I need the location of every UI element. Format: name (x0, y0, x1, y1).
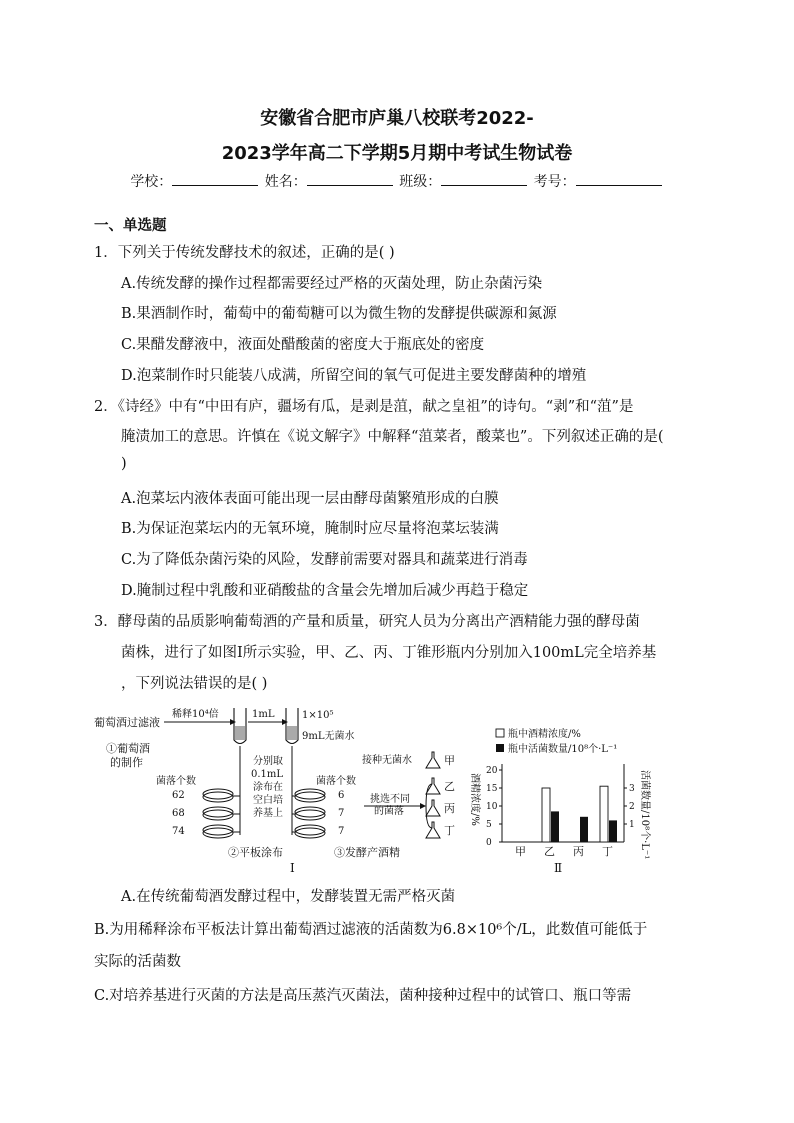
q3-stem-1: 3．酵母菌的品质影响葡萄酒的产量和质量，研究人员为分离出产酒精能力强的酵母菌 (94, 614, 640, 630)
exam-no-blank[interactable] (576, 173, 662, 186)
fig-spread-1: 分别取 (253, 756, 283, 767)
q2-option-a: A.泡菜坛内液体表面可能出现一层由酵母菌繁殖形成的白膜 (121, 491, 499, 507)
y-left-tick-4: 0 (486, 838, 492, 848)
x-tick-1: 乙 (544, 845, 555, 858)
q2-option-b: B.为保证泡菜坛内的无氧环境，腌制时应尽量将泡菜坛装满 (121, 521, 499, 537)
fig-spread-3: 涂布在 (253, 782, 283, 793)
legend-label-2: 瓶中活菌数量/10⁸个·L⁻¹ (508, 744, 618, 755)
school-label: 学校： (130, 174, 173, 190)
x-tick-3: 丁 (602, 845, 613, 858)
q3-option-b-2: 实际的活菌数 (94, 954, 181, 970)
q1-option-c: C.果醋发酵液中，液面处醋酸菌的密度大于瓶底处的密度 (121, 337, 485, 353)
q3-option-c: C.对培养基进行灭菌的方法是高压蒸汽灭菌法，菌种接种过程中的试管口、瓶口等需 (94, 988, 632, 1004)
q1-option-d: D.泡菜制作时只能装八成满，所留空间的氧气可促进主要发酵菌种的增殖 (121, 368, 587, 384)
q3-option-a: A.在传统葡萄酒发酵过程中，发酵装置无需严格灭菌 (121, 889, 456, 905)
fig-colonies-right-label: 菌落个数 (316, 776, 356, 787)
q2-option-c: C.为了降低杂菌污染的风险，发酵前需要对器具和蔬菜进行消毒 (121, 552, 528, 568)
name-label: 姓名： (264, 174, 307, 190)
q3-stem-3: ，下列说法错误的是( ) (121, 676, 268, 692)
fig-1ml-label: 1mL (252, 709, 275, 720)
count-right-3: 7 (338, 826, 345, 837)
bar-alcohol-1 (542, 788, 550, 842)
exam-no-label: 考号： (533, 174, 576, 190)
x-tick-2: 丙 (573, 845, 584, 858)
bar-cells-2 (580, 817, 588, 842)
fig-inoculate-label: 接种无菌水 (362, 755, 412, 766)
title-line-2: 2023学年高二下学期5月期中考试生物试卷 (221, 143, 573, 164)
y-right-tick-1: 2 (629, 802, 635, 812)
y-left-tick-3: 5 (486, 820, 492, 830)
experiment-figure (94, 700, 654, 875)
legend-swatch-1 (496, 729, 504, 737)
fig-spread-5: 养基上 (253, 808, 283, 819)
bar-cells-1 (551, 811, 559, 842)
fig1-roman: Ⅰ (290, 861, 295, 875)
fig-1e5-label: 1×10⁵ (302, 710, 334, 721)
bar-chart (469, 727, 652, 875)
section-title: 一、单选题 (94, 218, 167, 234)
y-axis-label-left: 酒精浓度/% (469, 773, 480, 826)
class-blank[interactable] (441, 173, 527, 186)
q2-stem-1: 2．《诗经》中有“中田有庐，疆场有瓜，是剥是菹，献之皇祖”的诗句。“剥”和“菹”是 (94, 399, 634, 415)
q2-option-d: D.腌制过程中乳酸和亚硝酸盐的含量会先增加后减少再趋于稳定 (121, 583, 529, 599)
class-label: 班级： (399, 174, 442, 190)
fig-dilute-label: 稀释10⁴倍 (172, 709, 219, 720)
y-left-tick-1: 15 (486, 784, 498, 794)
fig-step1-label-b: 的制作 (110, 756, 143, 769)
q1-option-a: A.传统发酵的操作过程都需要经过严格的灭菌处理，防止杂菌污染 (121, 276, 543, 292)
fig-pick-label-1: 挑选不同 (370, 794, 410, 805)
test-tube-1-liquid (235, 726, 245, 740)
bar-alcohol-3 (600, 786, 608, 842)
fig-step1-label-a: ①葡萄酒 (106, 742, 150, 755)
q3-stem-2: 菌株，进行了如图Ⅰ所示实验，甲、乙、丙、丁锥形瓶内分别加入100mL完全培养基 (121, 645, 657, 661)
x-tick-0: 甲 (515, 845, 526, 858)
fig-step3-label: ③发酵产酒精 (334, 846, 400, 859)
fig-spread-4: 空白培 (253, 795, 283, 806)
flask-label-1: 甲 (444, 754, 455, 767)
title-line-1: 安徽省合肥市庐巢八校联考2022- (260, 108, 534, 129)
test-tube-2-liquid (287, 726, 297, 740)
y-right-tick-2: 1 (629, 820, 635, 830)
school-blank[interactable] (172, 173, 258, 186)
fig-step2-label: ②平板涂布 (228, 846, 283, 859)
y-right-tick-0: 3 (629, 784, 635, 794)
bar-cells-3 (609, 820, 617, 842)
count-left-3: 74 (172, 826, 185, 837)
flask-label-4: 丁 (444, 824, 455, 837)
fig-filtrate-label: 葡萄酒过滤液 (94, 716, 160, 729)
fig-9ml-label: 9mL无菌水 (302, 731, 355, 742)
legend-swatch-2 (496, 744, 504, 752)
count-right-2: 7 (338, 808, 345, 819)
q2-stem-3: ) (121, 456, 127, 472)
y-left-tick-2: 10 (486, 802, 498, 812)
count-left-1: 62 (172, 790, 185, 801)
fig-colonies-left-label: 菌落个数 (156, 776, 196, 787)
y-left-tick-0: 20 (486, 766, 498, 776)
flask-label-2: 乙 (444, 780, 455, 793)
y-axis-label-right: 活菌数量/10⁸个·L⁻¹ (639, 770, 650, 860)
legend-label-1: 瓶中酒精浓度/% (508, 729, 581, 740)
q1-option-b: B.果酒制作时，葡萄中的葡萄糖可以为微生物的发酵提供碳源和氮源 (121, 306, 557, 322)
q2-stem-2: 腌渍加工的意思。许慎在《说文解字》中解释“菹菜者，酸菜也”。下列叙述正确的是( (121, 429, 664, 445)
plates-right (295, 789, 325, 838)
plates-left (203, 789, 233, 838)
student-info-row (0, 171, 794, 191)
count-left-2: 68 (172, 808, 185, 819)
q1-stem: 1．下列关于传统发酵技术的叙述，正确的是( ) (94, 245, 395, 261)
flask-label-3: 丙 (444, 802, 455, 815)
q3-option-b-1: B.为用稀释涂布平板法计算出葡萄酒过滤液的活菌数为6.8×10⁶个/L，此数值可能低于 (94, 922, 648, 938)
name-blank[interactable] (307, 173, 393, 186)
fig-pick-label-2: 的菌落 (374, 806, 404, 817)
count-right-1: 6 (338, 790, 345, 801)
fig2-roman: Ⅱ (554, 861, 563, 875)
fig-spread-2: 0.1mL (251, 769, 284, 780)
